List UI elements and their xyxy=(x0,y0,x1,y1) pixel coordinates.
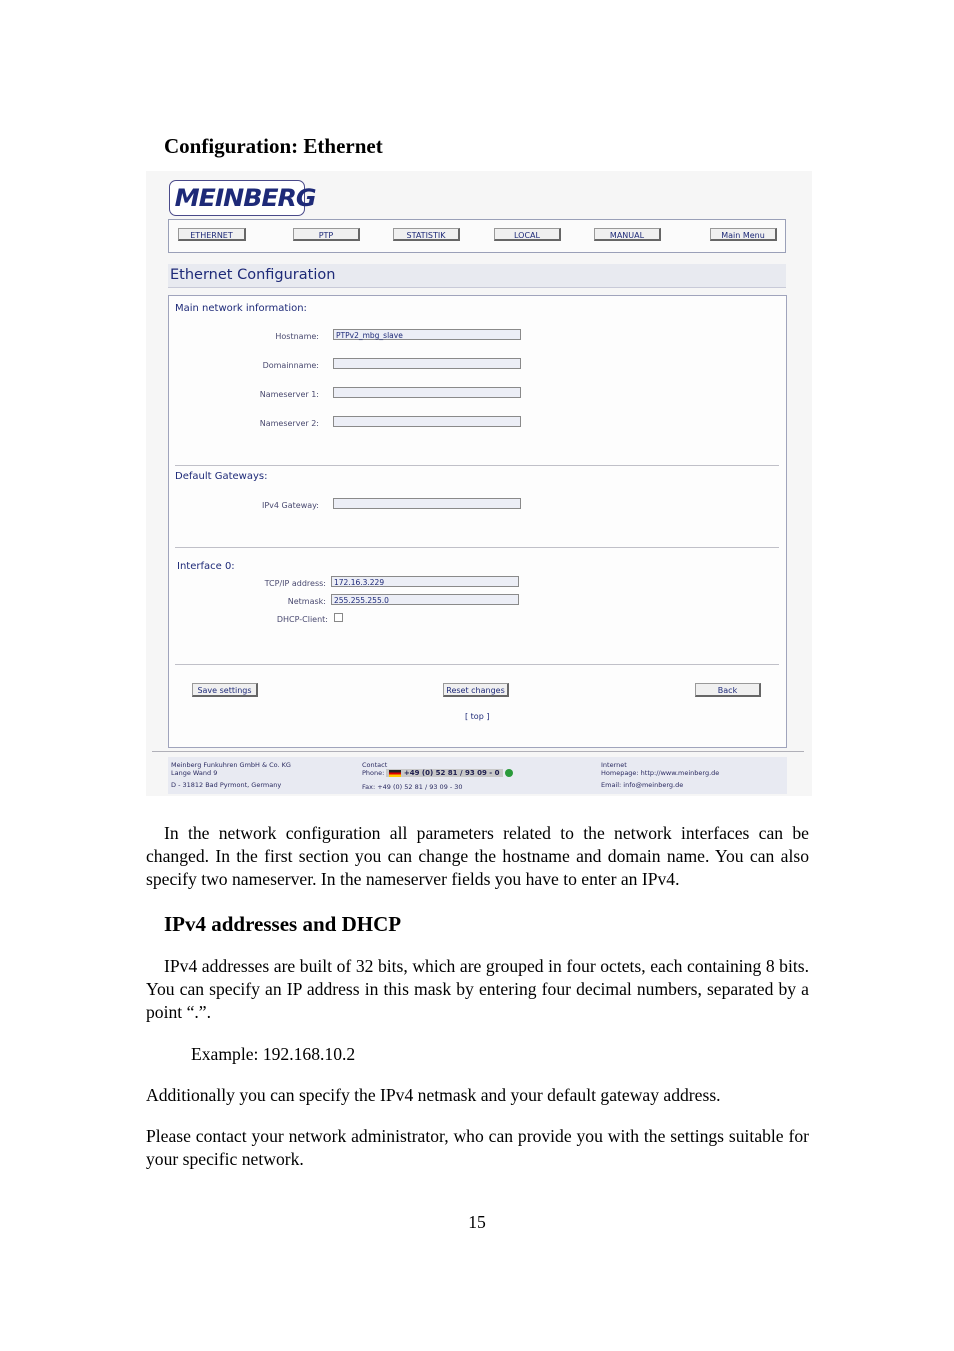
paragraph-contact-admin: Please contact your network administrator, who can provide you with the settings suitable for your specific network. xyxy=(146,1126,809,1169)
dhcp-client-checkbox[interactable] xyxy=(334,613,343,622)
paragraph-ipv4: IPv4 addresses are built of 32 bits, which are grouped in four octets, each containing 8 bits. You can specify an IP address in this mask by entering four decimal numbers, separated by a point “.”. xyxy=(146,956,809,1022)
nameserver2-label: Nameserver 2: xyxy=(259,419,319,428)
gateway-label: IPv4 Gateway: xyxy=(261,501,319,510)
group-default-gateways: Default Gateways: xyxy=(175,471,268,482)
page-footer xyxy=(168,757,787,794)
germany-flag-icon xyxy=(389,770,401,777)
group-main-network: Main network information: xyxy=(175,303,307,314)
nav-manual-button[interactable]: MANUAL xyxy=(594,228,661,241)
footer-fax: Fax: +49 (0) 52 81 / 93 09 - 30 xyxy=(362,783,463,791)
netmask-input[interactable]: 255.255.255.0 xyxy=(331,594,519,605)
section-heading-ethernet: Configuration: Ethernet xyxy=(164,134,383,158)
meinberg-logo xyxy=(169,180,316,216)
footer-phone-number: +49 (0) 52 81 / 93 09 - 0 xyxy=(403,769,500,777)
footer-company-city: D - 31812 Bad Pyrmont, Germany xyxy=(171,781,282,789)
nav-main-menu-button[interactable]: Main Menu xyxy=(710,228,777,241)
domainname-label: Domainname: xyxy=(262,361,319,370)
page-title-bar xyxy=(168,264,786,288)
footer-email-link[interactable]: Email: info@meinberg.de xyxy=(601,781,684,789)
footer-divider xyxy=(152,751,804,752)
ip-address-input[interactable]: 172.16.3.229 xyxy=(331,576,519,587)
footer-company-name: Meinberg Funkuhren GmbH & Co. KG xyxy=(171,761,291,769)
reset-changes-button[interactable]: Reset changes xyxy=(443,683,509,697)
separator xyxy=(175,465,779,466)
dhcp-client-label: DHCP-Client: xyxy=(276,615,328,624)
separator xyxy=(175,664,779,665)
paragraph-network-config: In the network configuration all parameters related to the network interfaces can be changed. In the first section you can change the hostname and domain name. You can also specify two nameserver. In the nameserver fields you have to enter an IPv4. xyxy=(146,823,809,889)
domainname-input[interactable] xyxy=(333,358,521,369)
nav-bar xyxy=(168,219,786,253)
nav-ptp-button[interactable]: PTP xyxy=(293,228,360,241)
footer-phone-box xyxy=(386,769,502,777)
footer-internet-title: Internet xyxy=(601,761,627,769)
separator xyxy=(175,547,779,548)
nameserver1-input[interactable] xyxy=(333,387,521,398)
example-text: Example: 192.168.10.2 xyxy=(191,1044,356,1064)
footer-contact-title: Contact xyxy=(362,761,388,769)
footer-company-street: Lange Wand 9 xyxy=(171,769,218,777)
netmask-label: Netmask: xyxy=(287,597,326,606)
logo-text: MEINBERG xyxy=(174,184,316,212)
back-button[interactable]: Back xyxy=(695,683,761,697)
nameserver1-label: Nameserver 1: xyxy=(259,390,319,399)
nameserver2-input[interactable] xyxy=(333,416,521,427)
footer-phone-row xyxy=(362,769,513,777)
group-interface-0: Interface 0: xyxy=(177,561,235,572)
page-title: Ethernet Configuration xyxy=(170,267,336,283)
gateway-input[interactable] xyxy=(333,498,521,509)
paragraph-netmask: Additionally you can specify the IPv4 netmask and your default gateway address. xyxy=(146,1085,721,1105)
hostname-label: Hostname: xyxy=(275,332,319,341)
page-number: 15 xyxy=(468,1212,486,1232)
nav-statistik-button[interactable]: STATISTIK xyxy=(393,228,460,241)
top-link[interactable]: [ top ] xyxy=(465,712,490,721)
nav-ethernet-button[interactable]: ETHERNET xyxy=(178,228,246,241)
nav-local-button[interactable]: LOCAL xyxy=(494,228,561,241)
screenshot-ethernet-config xyxy=(146,171,812,796)
hostname-input[interactable]: PTPv2_mbg_slave xyxy=(333,329,521,340)
footer-homepage-link[interactable]: Homepage: http://www.meinberg.de xyxy=(601,769,720,777)
section-heading-ipv4: IPv4 addresses and DHCP xyxy=(164,912,402,936)
phone-call-icon[interactable] xyxy=(505,769,513,777)
save-settings-button[interactable]: Save settings xyxy=(192,683,258,697)
footer-phone-label: Phone: xyxy=(362,769,385,777)
ip-address-label: TCP/IP address: xyxy=(264,579,326,588)
